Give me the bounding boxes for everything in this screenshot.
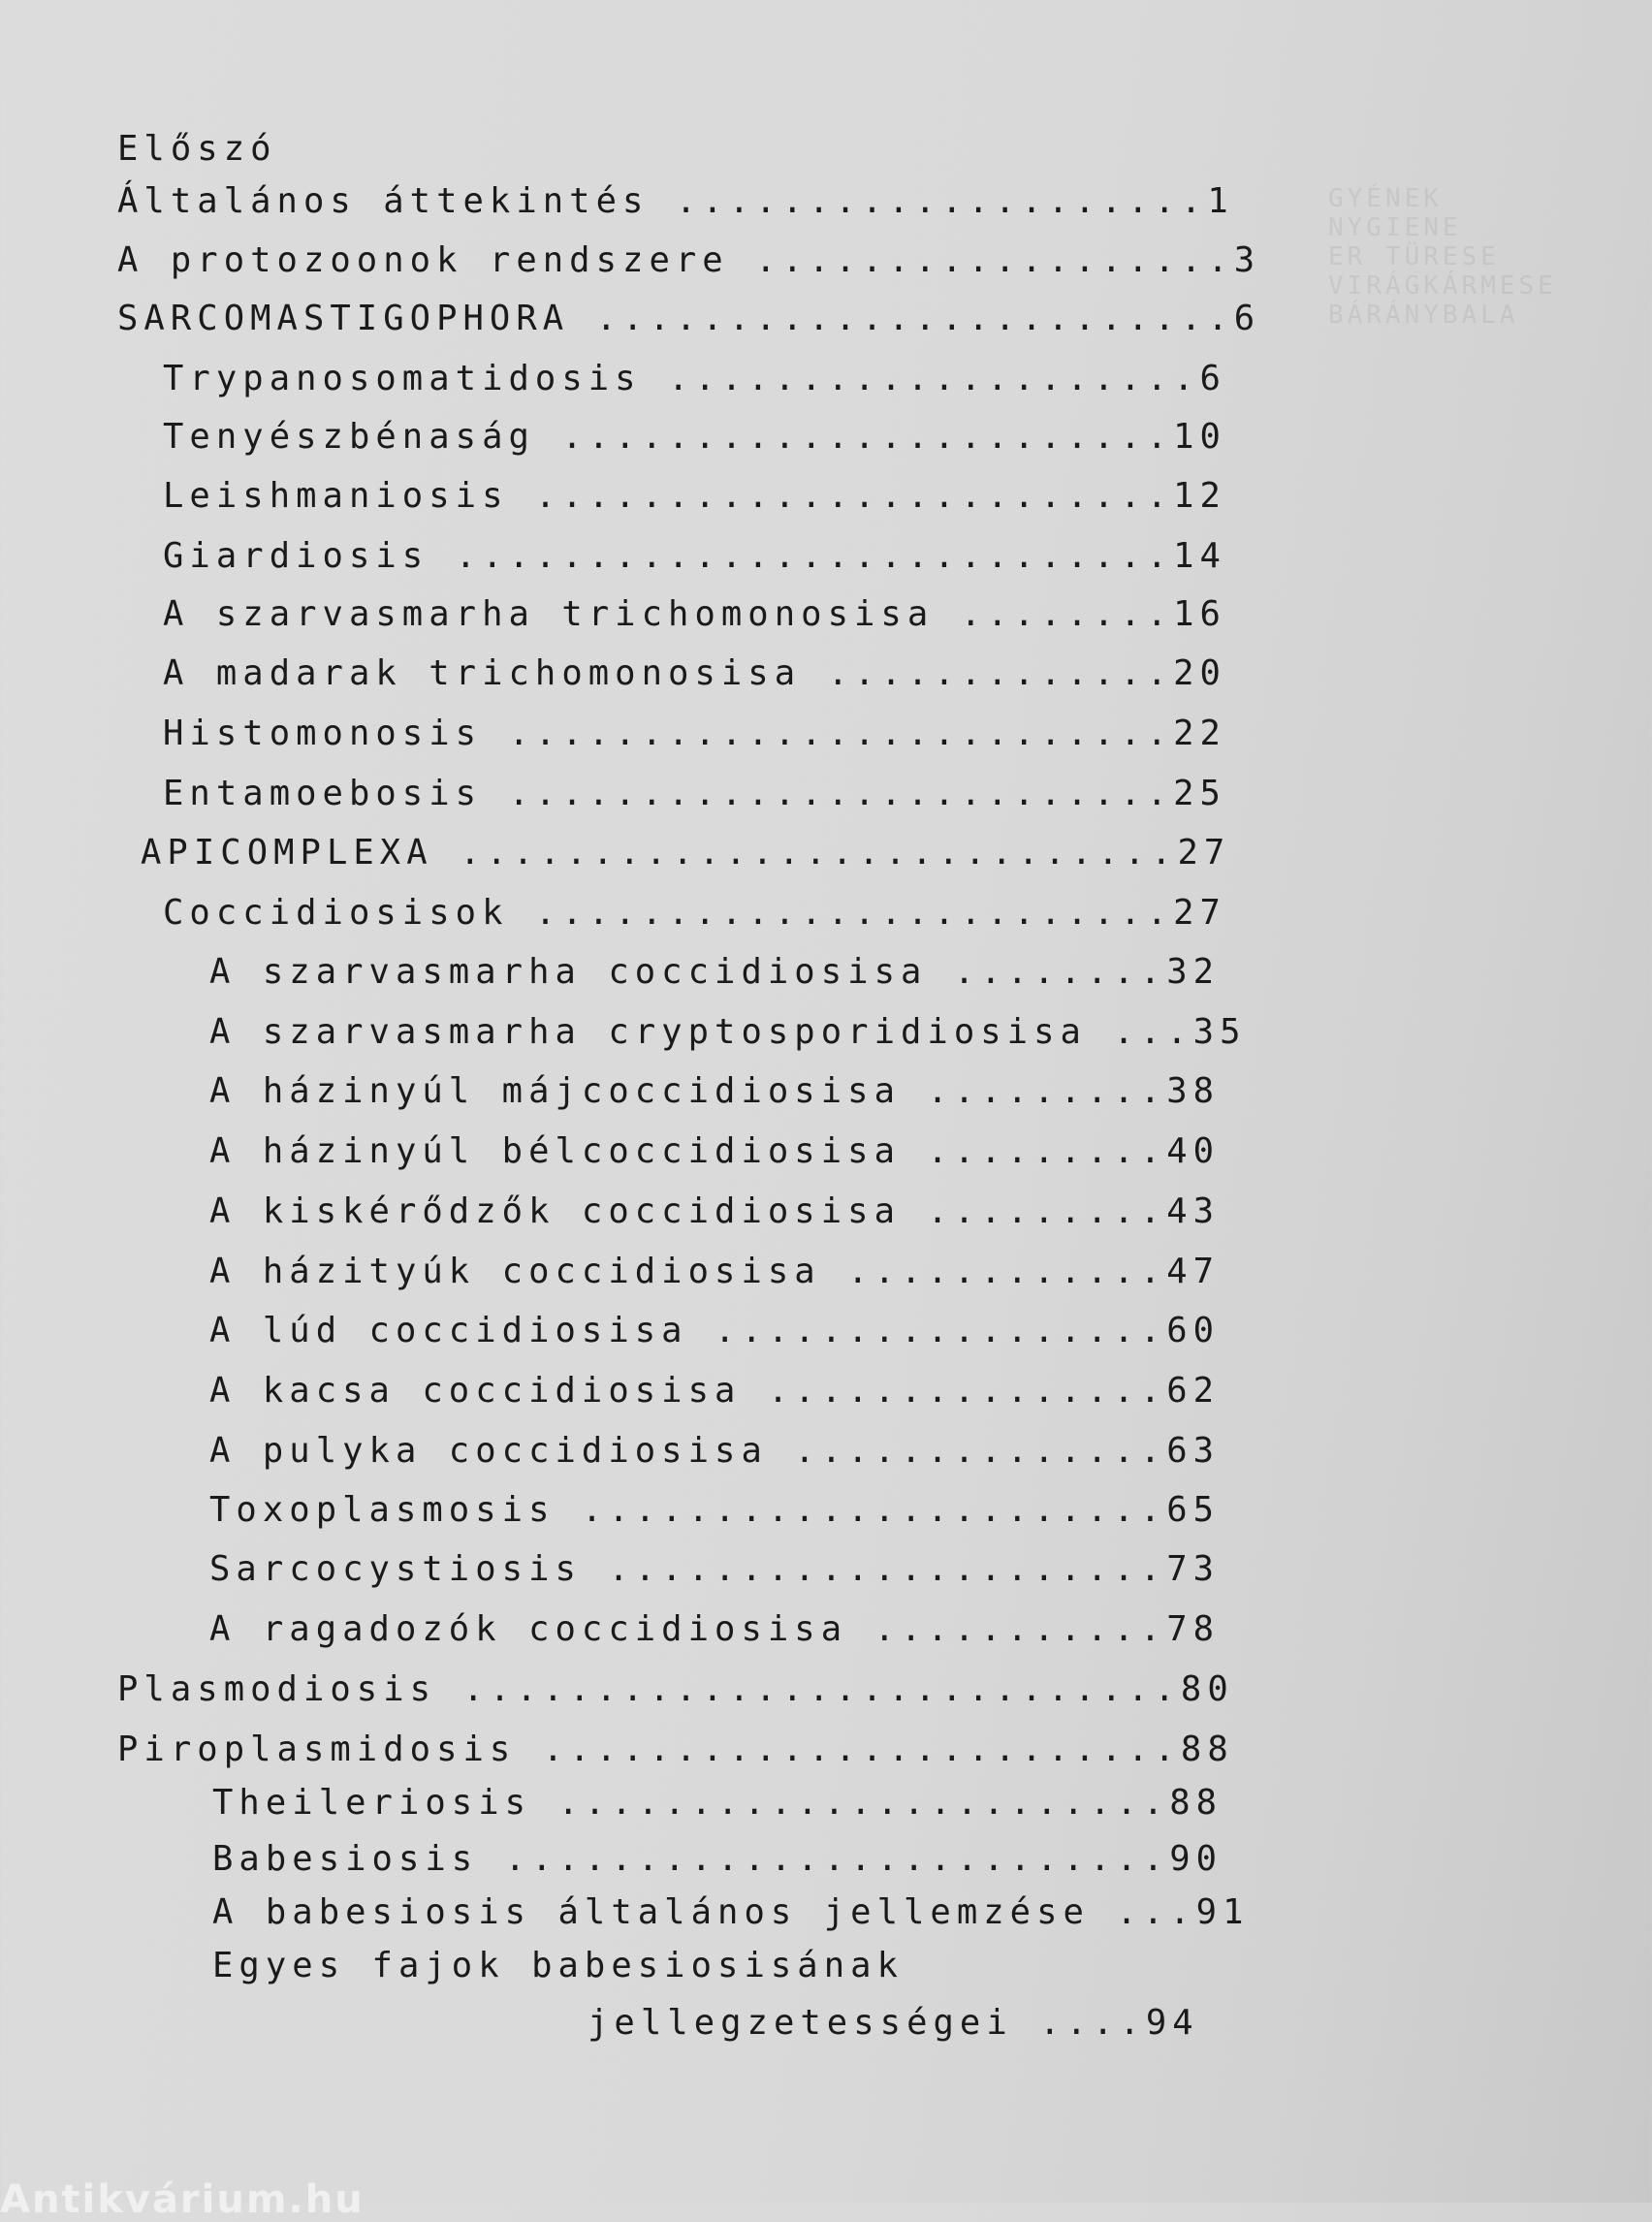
toc-entry: Histomonosis .........................22 <box>163 714 1226 753</box>
toc-entry: A pulyka coccidiosisa ..............63 <box>209 1431 1221 1471</box>
toc-entry: Giardiosis ...........................14 <box>163 536 1226 576</box>
watermark: Antikvárium.hu <box>0 2177 365 2222</box>
toc-entry: A madarak trichomonosisa .............20 <box>163 653 1226 693</box>
toc-entry: A lúd coccidiosisa .................60 <box>209 1311 1221 1350</box>
toc-entry: A ragadozók coccidiosisa ...........78 <box>209 1609 1221 1649</box>
toc-entry: Entamoebosis .........................25 <box>163 774 1226 813</box>
toc-entry: Theileriosis .......................88 <box>212 1783 1223 1823</box>
toc-entry: A protozoonok rendszere ..................3 <box>117 240 1261 280</box>
toc-entry: A szarvasmarha coccidiosisa ........32 <box>209 952 1221 992</box>
toc-entry: Tenyészbénaság .......................10 <box>163 417 1226 457</box>
toc-entry: A házityúk coccidiosisa ............47 <box>209 1252 1221 1291</box>
toc-entry: Trypanosomatidosis ....................6 <box>163 359 1226 398</box>
toc-entry: A házinyúl bélcoccidiosisa .........40 <box>209 1131 1221 1171</box>
toc-entry: Általános áttekintés ....................1 <box>117 181 1234 221</box>
toc-entry-eloszo: Előszó <box>117 129 277 169</box>
show-through-text: GYÉNEK NYGIENE ER TÜRESE VIRÁGKÁRMESE BÁRÁNYBALA <box>1328 184 1557 330</box>
toc-entry: A kacsa coccidiosisa ...............62 <box>209 1371 1221 1411</box>
toc-entry: Toxoplasmosis ......................65 <box>209 1490 1221 1530</box>
toc-entry: Piroplasmidosis ........................88 <box>117 1730 1234 1769</box>
toc-entry: A házinyúl májcoccidiosisa .........38 <box>209 1071 1221 1111</box>
toc-entry-continuation: jellegzetességei ....94 <box>588 2003 1199 2043</box>
toc-entry: A szarvasmarha trichomonosisa ........16 <box>163 594 1226 634</box>
toc-entry: Plasmodiosis ...........................80 <box>117 1669 1234 1709</box>
toc-entry: Coccidiosisok ........................27 <box>163 893 1226 933</box>
toc-entry: A szarvasmarha cryptosporidiosisa ...35 <box>209 1012 1247 1052</box>
toc-entry: A babesiosis általános jellemzése ...91 <box>212 1892 1250 1932</box>
toc-entry: Sarcocystiosis .....................73 <box>209 1549 1221 1589</box>
toc-section-heading: APICOMPLEXA ...........................27 <box>141 833 1231 873</box>
toc-entry: Leishmaniosis ........................12 <box>163 476 1226 516</box>
toc-entry: Babesiosis .........................90 <box>212 1839 1223 1879</box>
toc-entry: A kiskérődzők coccidiosisa .........43 <box>209 1191 1221 1231</box>
toc-entry: Egyes fajok babesiosisának <box>212 1946 904 1985</box>
toc-section-heading: SARCOMASTIGOPHORA ........................6 <box>117 299 1261 338</box>
